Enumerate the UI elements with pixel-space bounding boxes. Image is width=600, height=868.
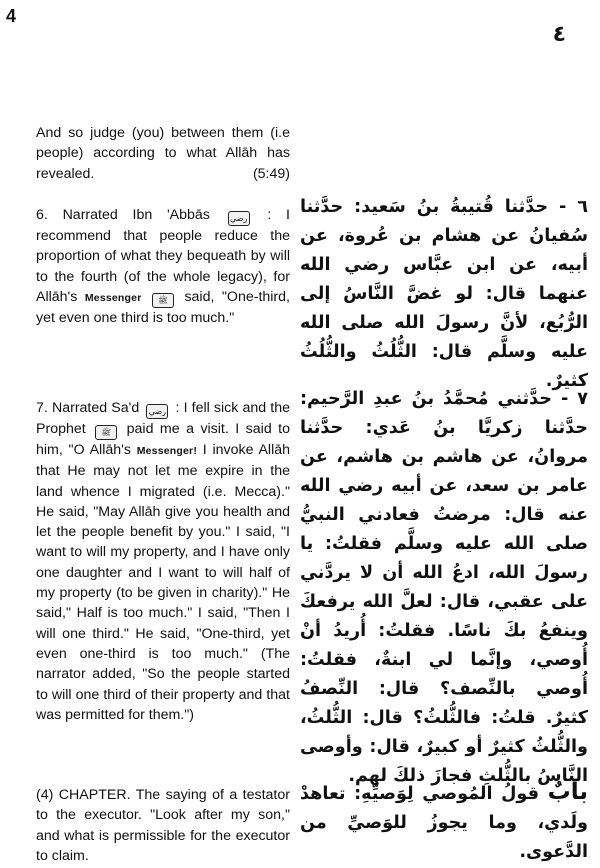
hadith-7-text-1: : I fell sick and the Prophet <box>36 400 290 437</box>
hadith-7-arabic <box>300 385 588 791</box>
hadith-7-text-3: I invoke Allāh that He may not let me expire in the land whence I migrated (i.e. Mecca)." He said, "May Allāh give you health and let the people benefit by you." I said, "I want to will my property, and I have only one daughter and I want to will half of my property (to be given in charity)." He said," Half is too much." I said, "Then I will one third." He said, "One-third, yet even one-third is too much." (The narrator added, "So the people started to will one third of their property and that was permitted for them.") <box>36 442 290 723</box>
hadith-6-narrator: 6. Narrated Ibn 'Abbās <box>36 207 210 223</box>
intro-reference: (5:49) <box>252 165 290 182</box>
chapter-arabic-text: قولُ المُوصي لِوَصيِّهِ: تعاهدْ ولَدي، وما يجوزُ للوَصيِّ من الدَّعوى. <box>300 784 588 862</box>
chapter-arabic <box>300 778 588 867</box>
hadith-6-arabic-text: ٦ - حدَّثنا قُتيبةُ بنُ سَعيد: حدَّثنا سُفيانُ عن هشام بن عُروة، عن أبيه، عن ابن عبَّاس رضي الله عنهما قال: لو غضَّ النَّاسُ إلى الرُّبُع، لأنَّ رسولَ الله صلى الله عليه وسلَّم قال: الثُّلُثُ والثُّلُثُ كثيرٌ. <box>300 197 588 391</box>
hadith-6-arabic <box>300 193 588 396</box>
hadith-7-narrator: 7. Narrated Sa'd <box>36 400 140 416</box>
chapter-heading: (4) CHAPTER. The saying of a testator to the executor. "Look after my son," and what is permissible for the executor to claim. <box>36 787 290 864</box>
ra-icon: رضي <box>146 404 168 419</box>
pbuh-icon: ﷺ <box>95 425 117 440</box>
pbuh-icon: ﷺ <box>152 293 174 308</box>
hadith-6-text-1: : I recommend that people reduce the proportion of what they bequeath by will to the fourth (of the whole legacy), for Allāh's <box>36 207 290 305</box>
chapter-bab-label: بابٌ <box>547 779 588 805</box>
intro-text: And so judge (you) between them (i.e people) according to what Allāh has revealed. <box>36 125 290 182</box>
hadith-7-english <box>36 398 290 725</box>
intro-block <box>36 123 290 184</box>
hadith-6-text-2: said, "One-third, yet even one third is too much." <box>36 288 290 327</box>
chapter-english <box>36 785 290 866</box>
hadith-6-english <box>36 205 290 328</box>
messenger-label: Messenger <box>84 291 142 304</box>
page-number-right: ٤ <box>552 22 566 47</box>
messenger-label: Messenger! <box>136 445 198 457</box>
ra-icon: رضي <box>228 211 250 226</box>
hadith-7-text-2: paid me a visit. I said to him, "O Allāh's <box>36 421 290 458</box>
hadith-7-arabic-text: ٧ - حدَّثني مُحمَّدُ بنُ عبدِ الرَّحيم: حدَّثنا زكريَّا بنُ عَدي: حدَّثنا مروانُ، عن هاشم بن هاشم، عن عامر بن سعد، عن أبيه رضي الله عنه قال: مرضتُ فعادني النبيُّ صلى الله عليه وسلَّم فقلتُ: يا رسولَ الله، ادعُ الله أن لا يردَّني على عقبي، قال: لعلَّ الله يرفعكَ وينفعُ بكَ ناسًا. فقلتُ: أُريدُ أنْ أُوصي، وإنَّما لي ابنةٌ، فقلتُ: أُوصي بالنِّصف؟ قال: النِّصفُ كثيرٌ. قلتُ: فالثُّلثُ؟ قال: الثُّلثُ، والثُّلثُ كثيرٌ أو كبيرٌ، قال: وأوصى النَّاسُ بالثُّلثِ فجازَ ذلكَ لهم. <box>300 389 588 786</box>
page-number-left: 4 <box>6 6 17 26</box>
